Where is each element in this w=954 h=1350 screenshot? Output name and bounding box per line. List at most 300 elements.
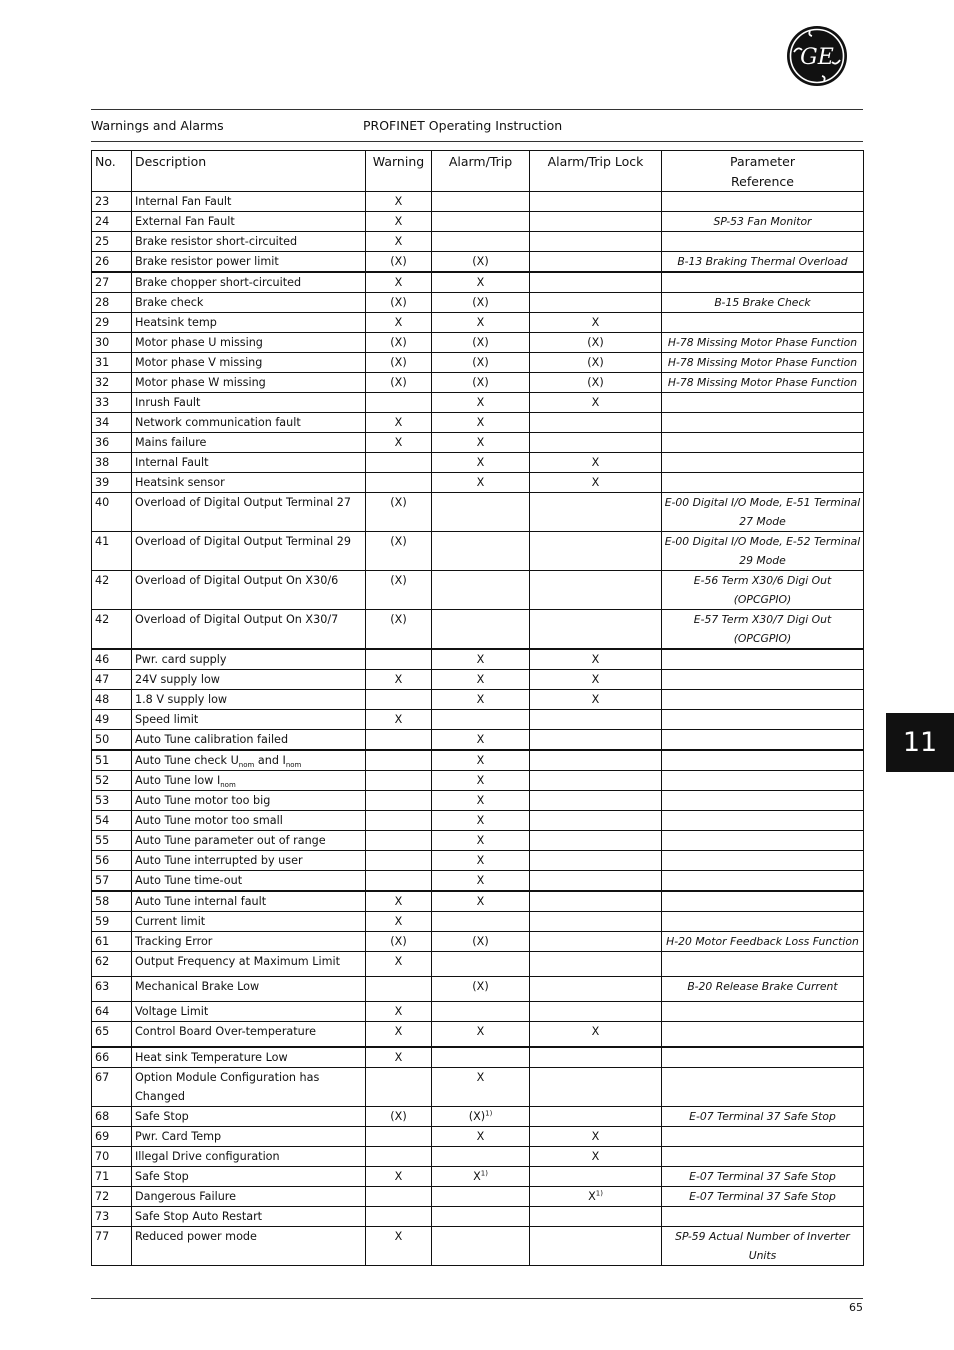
description-text: Auto Tune motor too small: [135, 814, 283, 827]
description-text: Auto Tune parameter out of range: [135, 834, 326, 847]
alarm-description: [132, 710, 366, 730]
alarm-description: [132, 1146, 366, 1166]
parameter-reference: [662, 473, 864, 493]
alarm-description: [132, 649, 366, 670]
alarm-trip-value: X: [476, 814, 485, 827]
footnote-marker: 1): [595, 1188, 603, 1197]
alarm-number: 63: [92, 977, 132, 1002]
parameter-reference: [662, 433, 864, 453]
alarm-trip-lock-value: X: [591, 396, 600, 409]
alarm-number: 39: [92, 473, 132, 493]
alarm-description: [132, 252, 366, 273]
alarm-number: 27: [92, 272, 132, 293]
alarm-number: 70: [92, 1146, 132, 1166]
alarm-number: 53: [92, 791, 132, 811]
description-text: Auto Tune calibration failed: [135, 733, 289, 746]
warning-cell: [366, 977, 432, 1002]
parameter-reference: [662, 1206, 864, 1226]
alarm-trip-cell: [432, 232, 530, 252]
description-text: Motor phase U missing: [135, 336, 263, 349]
table-row: [92, 333, 864, 353]
alarm-trip-cell: [432, 1146, 530, 1166]
alarm-number: 47: [92, 670, 132, 690]
description-text: Brake check: [135, 296, 204, 309]
alarm-trip-lock-cell: [530, 473, 662, 493]
table-row: [92, 493, 864, 532]
parameter-reference: SP-53 Fan Monitor: [662, 212, 864, 232]
alarm-description: [132, 313, 366, 333]
parameter-reference: H-78 Missing Motor Phase Function: [662, 373, 864, 393]
alarm-description: [132, 1002, 366, 1022]
description-text: Heatsink sensor: [135, 476, 225, 489]
alarm-description: [132, 1186, 366, 1206]
warning-cell: [366, 831, 432, 851]
alarm-description: [132, 1166, 366, 1186]
description-text: Control Board Over-temperature: [135, 1025, 316, 1038]
warning-cell: (X): [366, 373, 432, 393]
parameter-reference: [662, 891, 864, 912]
alarm-trip-lock-cell: [530, 811, 662, 831]
alarm-trip-cell: [432, 649, 530, 670]
warning-cell: X: [366, 710, 432, 730]
table-row: [92, 1067, 864, 1106]
alarm-trip-cell: [432, 750, 530, 771]
alarm-trip-lock-value: X: [591, 1025, 600, 1038]
description-text: Overload of Digital Output Terminal 29: [135, 535, 352, 548]
alarm-trip-lock-cell: [530, 771, 662, 791]
table-row: [92, 831, 864, 851]
warning-cell: [366, 730, 432, 751]
col-header-warning: Warning: [366, 151, 432, 192]
alarm-trip-lock-cell: [530, 932, 662, 952]
section-title: Warnings and Alarms: [91, 118, 224, 133]
alarm-description: [132, 353, 366, 373]
alarm-trip-cell: [432, 373, 530, 393]
alarm-trip-cell: [432, 1206, 530, 1226]
alarm-description: [132, 413, 366, 433]
alarm-number: 72: [92, 1186, 132, 1206]
parameter-reference: [662, 750, 864, 771]
table-row: [92, 192, 864, 212]
alarm-trip-value: X: [476, 854, 485, 867]
header-rule-bottom: [91, 141, 863, 142]
table-row: [92, 433, 864, 453]
alarm-number: 71: [92, 1166, 132, 1186]
alarm-trip-cell: [432, 333, 530, 353]
alarm-number: 25: [92, 232, 132, 252]
alarm-trip-value: X: [476, 416, 485, 429]
alarm-trip-lock-cell: [530, 610, 662, 650]
parameter-reference: E-56 Term X30/6 Digi Out (OPCGPIO): [662, 571, 864, 610]
parameter-reference: [662, 952, 864, 977]
alarm-trip-cell: [432, 252, 530, 273]
alarm-description: [132, 831, 366, 851]
alarm-trip-value: X: [476, 794, 485, 807]
parameter-reference: [662, 690, 864, 710]
description-text: Voltage Limit: [135, 1005, 209, 1018]
description-text: Internal Fault: [135, 456, 209, 469]
parameter-reference: H-20 Motor Feedback Loss Function: [662, 932, 864, 952]
description-text: 1.8 V supply low: [135, 693, 228, 706]
alarm-trip-cell: [432, 433, 530, 453]
alarm-number: 69: [92, 1126, 132, 1146]
alarm-description: [132, 1067, 366, 1106]
alarm-trip-cell: [432, 710, 530, 730]
alarm-trip-lock-cell: [530, 493, 662, 532]
table-row: [92, 293, 864, 313]
alarm-number: 32: [92, 373, 132, 393]
warning-cell: (X): [366, 353, 432, 373]
alarm-trip-value: (X): [468, 1109, 486, 1123]
alarm-trip-value: (X): [472, 255, 489, 268]
warning-cell: [366, 791, 432, 811]
alarm-number: 42: [92, 571, 132, 610]
description-text: Safe Stop: [135, 1169, 189, 1183]
alarm-description: [132, 977, 366, 1002]
alarm-trip-lock-cell: [530, 353, 662, 373]
alarm-trip-cell: [432, 977, 530, 1002]
description-text: Option Module Configuration has Changed: [135, 1070, 320, 1103]
alarm-trip-lock-cell: [530, 433, 662, 453]
alarm-trip-cell: [432, 353, 530, 373]
warning-cell: [366, 1186, 432, 1206]
alarm-trip-cell: [432, 272, 530, 293]
col-header-parameter-reference: Parameter Reference: [662, 151, 864, 192]
subscript: nom: [220, 781, 236, 790]
table-row: [92, 1226, 864, 1265]
table-row: [92, 871, 864, 892]
table-row: [92, 532, 864, 571]
alarm-description: [132, 730, 366, 751]
alarm-trip-lock-cell: [530, 690, 662, 710]
alarm-trip-lock-cell: [530, 532, 662, 571]
alarm-trip-lock-cell: [530, 232, 662, 252]
table-row: [92, 932, 864, 952]
description-text: Overload of Digital Output On X30/7: [135, 613, 339, 626]
table-row: [92, 252, 864, 273]
warning-cell: X: [366, 1166, 432, 1186]
alarm-description: [132, 750, 366, 771]
alarm-trip-lock-value: X: [591, 693, 600, 706]
alarm-trip-cell: [432, 1047, 530, 1068]
table-row: [92, 811, 864, 831]
alarm-trip-lock-value: (X): [587, 356, 604, 369]
alarm-description: [132, 293, 366, 313]
alarm-trip-cell: [432, 453, 530, 473]
parameter-reference: SP-59 Actual Number of Inverter Units: [662, 1226, 864, 1265]
alarm-trip-value: X: [476, 1025, 485, 1038]
parameter-reference: [662, 1067, 864, 1106]
alarm-description: [132, 212, 366, 232]
alarm-trip-lock-cell: [530, 750, 662, 771]
warning-cell: [366, 851, 432, 871]
alarm-description: [132, 393, 366, 413]
alarm-trip-cell: [432, 1226, 530, 1265]
alarm-number: 51: [92, 750, 132, 771]
alarm-trip-lock-cell: [530, 413, 662, 433]
warnings-alarms-table: [91, 150, 864, 1266]
alarm-trip-value: X: [476, 316, 485, 329]
alarm-trip-lock-cell: [530, 1126, 662, 1146]
alarm-description: [132, 333, 366, 353]
alarm-number: 58: [92, 891, 132, 912]
alarm-number: 64: [92, 1002, 132, 1022]
alarm-trip-cell: [432, 1022, 530, 1047]
alarm-trip-cell: [432, 1186, 530, 1206]
table-row: [92, 1022, 864, 1047]
alarm-trip-cell: [432, 212, 530, 232]
description-text: Auto Tune check U: [135, 754, 239, 767]
description-text: Auto Tune interrupted by user: [135, 854, 303, 867]
warning-cell: X: [366, 313, 432, 333]
description-text: Heatsink temp: [135, 316, 217, 329]
alarm-trip-cell: [432, 1067, 530, 1106]
parameter-reference: [662, 453, 864, 473]
alarm-trip-value: X: [476, 436, 485, 449]
warning-cell: X: [366, 1002, 432, 1022]
description-text: 24V supply low: [135, 673, 220, 686]
alarm-trip-cell: [432, 670, 530, 690]
description-text: Overload of Digital Output Terminal 27: [135, 496, 352, 509]
alarm-number: 41: [92, 532, 132, 571]
table-row: [92, 710, 864, 730]
table-row: [92, 413, 864, 433]
alarm-description: [132, 851, 366, 871]
alarm-number: 28: [92, 293, 132, 313]
warning-cell: X: [366, 232, 432, 252]
warning-cell: X: [366, 912, 432, 932]
parameter-reference: H-78 Missing Motor Phase Function: [662, 353, 864, 373]
ge-logo: [786, 25, 848, 87]
warning-cell: [366, 1146, 432, 1166]
table-row: [92, 1166, 864, 1186]
col-header-no: No.: [92, 151, 132, 192]
alarm-trip-value: (X): [472, 935, 489, 948]
table-row: [92, 272, 864, 293]
alarm-number: 24: [92, 212, 132, 232]
alarm-trip-value: X: [476, 653, 485, 666]
alarm-trip-lock-cell: [530, 393, 662, 413]
parameter-reference: B-20 Release Brake Current: [662, 977, 864, 1002]
alarm-number: 30: [92, 333, 132, 353]
description-text: Output Frequency at Maximum Limit: [135, 955, 340, 968]
table-row: [92, 690, 864, 710]
alarm-number: 40: [92, 493, 132, 532]
warning-cell: X: [366, 212, 432, 232]
alarm-trip-cell: [432, 293, 530, 313]
alarm-number: 31: [92, 353, 132, 373]
description-text: Network communication fault: [135, 416, 301, 429]
alarm-trip-lock-value: X: [591, 1129, 600, 1143]
alarm-description: [132, 232, 366, 252]
warning-cell: [366, 393, 432, 413]
alarm-description: [132, 192, 366, 212]
alarm-trip-value: X: [476, 895, 485, 908]
description-text: Safe Stop Auto Restart: [135, 1209, 263, 1223]
alarm-trip-cell: [432, 932, 530, 952]
alarm-number: 77: [92, 1226, 132, 1265]
table-row: [92, 891, 864, 912]
alarm-number: 36: [92, 433, 132, 453]
parameter-reference: E-00 Digital I/O Mode, E-51 Terminal 27 Mode: [662, 493, 864, 532]
alarm-number: 54: [92, 811, 132, 831]
header-rule-top: [91, 109, 863, 110]
alarm-description: [132, 912, 366, 932]
alarm-description: [132, 373, 366, 393]
warning-cell: [366, 771, 432, 791]
parameter-reference: E-07 Terminal 37 Safe Stop: [662, 1166, 864, 1186]
alarm-trip-cell: [432, 413, 530, 433]
alarm-description: [132, 811, 366, 831]
alarm-trip-lock-value: (X): [587, 376, 604, 389]
parameter-reference: [662, 649, 864, 670]
alarm-description: [132, 670, 366, 690]
alarm-description: [132, 771, 366, 791]
alarm-description: [132, 1047, 366, 1068]
warning-cell: X: [366, 192, 432, 212]
description-text: Mechanical Brake Low: [135, 980, 260, 993]
warning-cell: X: [366, 1047, 432, 1068]
warning-cell: [366, 811, 432, 831]
table-row: [92, 373, 864, 393]
alarm-number: 23: [92, 192, 132, 212]
alarm-trip-lock-cell: [530, 670, 662, 690]
ge-monogram-logo-icon: [786, 25, 848, 87]
table-row: [92, 1126, 864, 1146]
alarm-trip-lock-cell: [530, 293, 662, 313]
alarm-description: [132, 610, 366, 650]
parameter-reference: [662, 413, 864, 433]
description-text: Auto Tune time-out: [135, 874, 243, 887]
table-row: [92, 750, 864, 771]
description-text: Overload of Digital Output On X30/6: [135, 574, 339, 587]
alarm-number: 57: [92, 871, 132, 892]
alarm-trip-lock-value: X: [591, 1149, 600, 1163]
description-text-cont: and I: [254, 754, 286, 767]
parameter-reference: [662, 192, 864, 212]
alarm-trip-value: (X): [472, 336, 489, 349]
description-text: Motor phase V missing: [135, 356, 263, 369]
col-header-description: Description: [132, 151, 366, 192]
alarm-trip-cell: [432, 493, 530, 532]
alarm-number: 73: [92, 1206, 132, 1226]
description-text: Brake chopper short-circuited: [135, 276, 302, 289]
warning-cell: (X): [366, 252, 432, 273]
alarm-trip-value: X: [476, 733, 485, 746]
table-row: [92, 730, 864, 751]
alarm-trip-lock-value: X: [591, 456, 600, 469]
alarm-trip-cell: [432, 1106, 530, 1126]
alarm-trip-lock-cell: [530, 1022, 662, 1047]
parameter-reference: [662, 393, 864, 413]
warning-cell: (X): [366, 333, 432, 353]
alarm-trip-lock-cell: [530, 1226, 662, 1265]
alarm-trip-cell: [432, 313, 530, 333]
description-text: Brake resistor power limit: [135, 255, 279, 268]
table-row: [92, 610, 864, 650]
warning-cell: (X): [366, 571, 432, 610]
alarm-trip-value: X: [476, 693, 485, 706]
alarm-trip-value: X: [476, 874, 485, 887]
parameter-reference: E-00 Digital I/O Mode, E-52 Terminal 29 Mode: [662, 532, 864, 571]
warning-cell: X: [366, 1226, 432, 1265]
parameter-reference: E-07 Terminal 37 Safe Stop: [662, 1106, 864, 1126]
alarm-number: 38: [92, 453, 132, 473]
alarm-trip-cell: [432, 1002, 530, 1022]
alarm-trip-lock-cell: [530, 891, 662, 912]
alarm-trip-value: (X): [472, 296, 489, 309]
alarm-trip-lock-cell: [530, 1146, 662, 1166]
alarm-number: 50: [92, 730, 132, 751]
parameter-reference: [662, 1022, 864, 1047]
alarm-description: [132, 453, 366, 473]
alarm-number: 48: [92, 690, 132, 710]
description-text: Brake resistor short-circuited: [135, 235, 298, 248]
document-title: PROFINET Operating Instruction: [363, 118, 563, 133]
warning-cell: (X): [366, 293, 432, 313]
alarm-trip-lock-cell: [530, 710, 662, 730]
alarm-trip-lock-value: X: [588, 1189, 596, 1203]
alarm-description: [132, 791, 366, 811]
table-header-row: [92, 151, 864, 192]
alarm-trip-lock-cell: [530, 453, 662, 473]
description-text: Safe Stop: [135, 1109, 189, 1123]
parameter-reference: [662, 791, 864, 811]
alarm-trip-cell: [432, 771, 530, 791]
parameter-reference: [662, 1146, 864, 1166]
alarm-trip-cell: [432, 831, 530, 851]
alarm-number: 29: [92, 313, 132, 333]
alarm-trip-cell: [432, 871, 530, 892]
alarm-trip-lock-cell: [530, 1067, 662, 1106]
warning-cell: [366, 750, 432, 771]
alarm-trip-cell: [432, 610, 530, 650]
alarm-trip-value: X: [476, 673, 485, 686]
table-row: [92, 1186, 864, 1206]
warning-cell: (X): [366, 532, 432, 571]
alarm-trip-lock-value: X: [591, 673, 600, 686]
table-row: [92, 1002, 864, 1022]
warning-cell: [366, 1067, 432, 1106]
alarm-trip-lock-cell: [530, 952, 662, 977]
description-text: Pwr. Card Temp: [135, 1129, 222, 1143]
warning-cell: X: [366, 1022, 432, 1047]
description-text: Heat sink Temperature Low: [135, 1050, 288, 1064]
alarm-number: 34: [92, 413, 132, 433]
alarm-trip-lock-cell: [530, 1166, 662, 1186]
alarm-trip-cell: [432, 1166, 530, 1186]
footer-rule: [91, 1298, 863, 1299]
warning-cell: (X): [366, 493, 432, 532]
parameter-reference: H-78 Missing Motor Phase Function: [662, 333, 864, 353]
alarm-number: 61: [92, 932, 132, 952]
alarm-trip-cell: [432, 730, 530, 751]
alarm-number: 49: [92, 710, 132, 730]
alarm-trip-lock-cell: [530, 1047, 662, 1068]
alarm-description: [132, 571, 366, 610]
alarm-description: [132, 532, 366, 571]
alarm-trip-lock-value: X: [591, 316, 600, 329]
description-text: Tracking Error: [135, 935, 213, 948]
parameter-reference: [662, 1126, 864, 1146]
alarm-trip-cell: [432, 571, 530, 610]
alarm-number: 55: [92, 831, 132, 851]
alarm-number: 46: [92, 649, 132, 670]
table-row: [92, 212, 864, 232]
parameter-reference: [662, 1047, 864, 1068]
parameter-reference: [662, 710, 864, 730]
table-row: [92, 670, 864, 690]
